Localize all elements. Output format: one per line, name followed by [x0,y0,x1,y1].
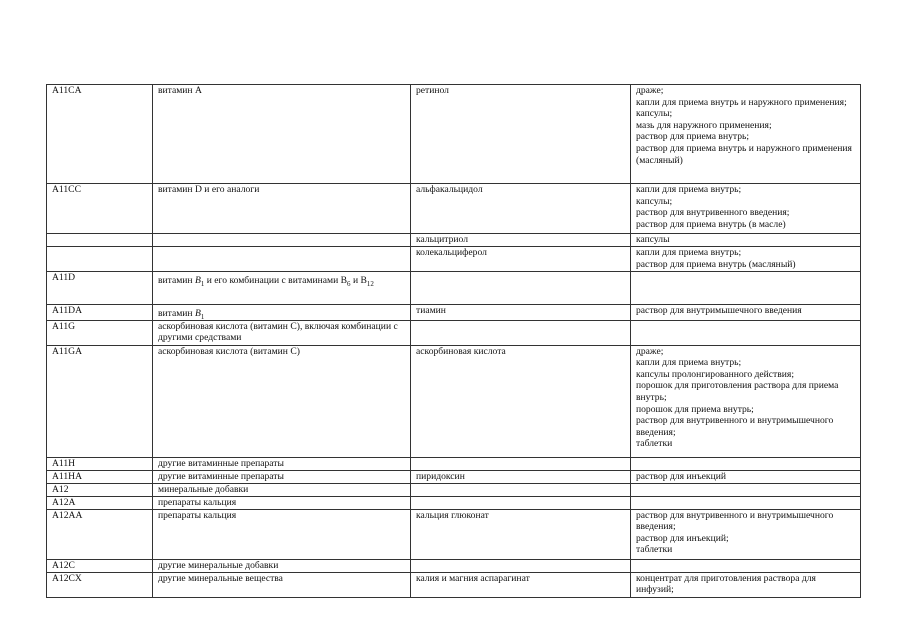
pharm-group [153,234,411,247]
table-row [47,320,861,345]
table-row [47,509,861,559]
pharm-group: витамин A [153,85,411,184]
dosage-forms: концентрат для приготовления раствора для инфузий; [631,572,861,597]
dosage-forms [631,496,861,509]
pharm-group: другие минеральные вещества [153,572,411,597]
pharm-group: препараты кальция [153,496,411,509]
dosage-forms [631,272,861,305]
table-row [47,85,861,184]
atc-code: A11G [47,320,153,345]
pharm-group: витамин $B_1$ [153,305,411,321]
table-row [47,572,861,597]
drug-name: кальцитриол [411,234,631,247]
pharm-group: другие витаминные препараты [153,470,411,483]
dosage-forms: раствор для инъекций [631,470,861,483]
drug-name: колекальциферол [411,247,631,272]
atc-code: A11HA [47,470,153,483]
table-row [47,496,861,509]
drug-name: ретинол [411,85,631,184]
atc-code: A12CX [47,572,153,597]
table-row [47,234,861,247]
drug-name: альфакальцидол [411,184,631,234]
table-row [47,470,861,483]
drug-name: кальция глюконат [411,509,631,559]
atc-code: A11DA [47,305,153,321]
pharm-group: витамин D и его аналоги [153,184,411,234]
dosage-forms [631,457,861,470]
dosage-forms: капли для приема внутрь; раствор для приема внутрь (масляный) [631,247,861,272]
pharm-group: аскорбиновая кислота (витамин C) [153,345,411,457]
atc-code: A11H [47,457,153,470]
drug-name [411,272,631,305]
pharm-group: другие минеральные добавки [153,559,411,572]
drug-name [411,559,631,572]
table-row [47,272,861,305]
table-row [47,184,861,234]
drug-name [411,496,631,509]
drug-name: аскорбиновая кислота [411,345,631,457]
atc-code: A12AA [47,509,153,559]
atc-code: A11CA [47,85,153,184]
drug-table [46,84,861,598]
atc-code: A12C [47,559,153,572]
table-row [47,345,861,457]
dosage-forms [631,483,861,496]
dosage-forms: раствор для внутривенного и внутримышечного введения; раствор для инъекций; таблетки [631,509,861,559]
drug-name: пиридоксин [411,470,631,483]
dosage-forms: драже; капли для приема внутрь; капсулы пролонгированного действия; порошок для приготовления раствора для приема внутрь; порошок для приема внутрь; раствор для внутривенного и внутримышечного введения; таблетки [631,345,861,457]
pharm-group: другие витаминные препараты [153,457,411,470]
dosage-forms: капли для приема внутрь; капсулы; раствор для внутривенного введения; раствор для приема внутрь (в масле) [631,184,861,234]
dosage-forms: раствор для внутримышечного введения [631,305,861,321]
atc-code [47,247,153,272]
dosage-forms [631,559,861,572]
atc-code [47,234,153,247]
atc-code: A12 [47,483,153,496]
pharm-group: препараты кальция [153,509,411,559]
dosage-forms [631,320,861,345]
table-row [47,457,861,470]
drug-name: тиамин [411,305,631,321]
drug-name [411,483,631,496]
pharm-group: витамин $B_1$ и его комбинации с витаминами $B_6$ и $B_{12}$ [153,272,411,305]
atc-code: A11D [47,272,153,305]
pharm-group: минеральные добавки [153,483,411,496]
table-row [47,305,861,321]
dosage-forms: капсулы [631,234,861,247]
pharm-group: аскорбиновая кислота (витамин C), включая комбинации с другими средствами [153,320,411,345]
drug-name: калия и магния аспарагинат [411,572,631,597]
table-row [47,483,861,496]
dosage-forms: драже; капли для приема внутрь и наружного применения; капсулы; мазь для наружного применения; раствор для приема внутрь; раствор для приема внутрь и наружного применения (масляный) [631,85,861,184]
drug-name [411,320,631,345]
table-row [47,559,861,572]
table-row [47,247,861,272]
drug-name [411,457,631,470]
atc-code: A12A [47,496,153,509]
atc-code: A11CC [47,184,153,234]
atc-code: A11GA [47,345,153,457]
pharm-group [153,247,411,272]
